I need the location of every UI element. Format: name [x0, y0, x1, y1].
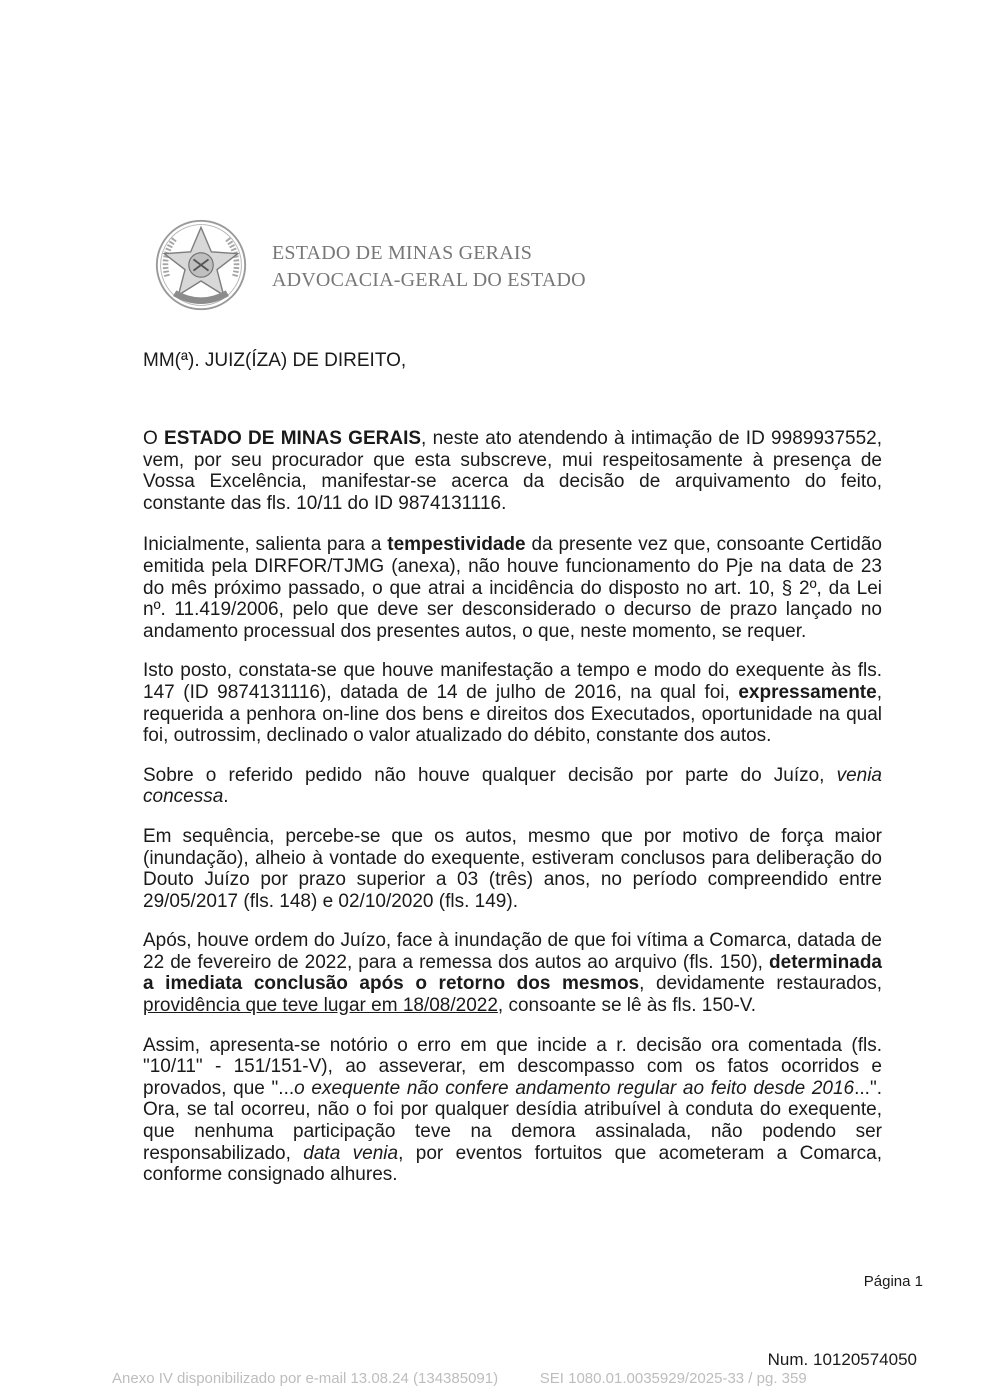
page-number: Página 1 — [863, 1273, 923, 1290]
bold-span: tempestividade — [387, 534, 526, 556]
paragraph-7 — [143, 1035, 882, 1186]
text-span: Sobre o referido pedido não houve qualquer decisão por parte do Juízo, — [143, 764, 837, 786]
text-span: , consoante se lê às fls. 150-V. — [497, 995, 756, 1017]
text-span: Isto posto, constata-se que houve manifestação a tempo e modo do exequente às fls. 147 (ID 9874131116), datada de 14 de julho de 2016, na qual foi, — [143, 660, 882, 703]
bold-span: expressamente — [738, 681, 877, 703]
state-seal-logo — [154, 218, 248, 312]
text-span: , por eventos fortuitos que acometeram a Comarca, conforme consignado alhures. — [143, 1142, 882, 1186]
italic-span: o exequente não confere andamento regular ao feito desde 2016 — [294, 1077, 855, 1099]
letterhead — [272, 240, 586, 294]
italic-span: venia concessa — [143, 764, 882, 808]
text-span: O — [143, 428, 165, 449]
document-body — [143, 428, 882, 1204]
text-span: Inicialmente, salienta para a — [143, 534, 388, 556]
paragraph-4 — [143, 765, 882, 808]
italic-span: data venia — [303, 1142, 399, 1164]
letterhead-agency-name: ADVOCACIA-GERAL DO ESTADO — [272, 269, 586, 291]
document-number: Num. 10120574050 — [767, 1350, 917, 1369]
paragraph-6 — [143, 930, 882, 1016]
text-span: . — [223, 786, 229, 808]
bold-span: ESTADO DE MINAS GERAIS — [164, 428, 422, 449]
text-span: , requerida a penhora on-line dos bens e direitos dos Executados, oportunidade na qual foi, outrossim, declinado o valor atualizado do débito, constante dos autos. — [143, 681, 882, 747]
text-span: ...". Ora, se tal ocorreu, não o foi por qualquer desídia atribuível à conduta do exequente, que nenhuma participação teve na demora assinalada, não podendo ser responsabilizado, — [143, 1077, 882, 1164]
letterhead-state-name: ESTADO DE MINAS GERAIS — [272, 242, 533, 264]
paragraph-2 — [143, 534, 882, 642]
paragraph-3 — [143, 660, 882, 746]
bold-span: determinada a imediata conclusão após o retorno dos mesmos — [143, 951, 882, 995]
underlined-span: providência que teve lugar em 18/08/2022 — [143, 995, 498, 1017]
text-span: da presente vez que, consoante Certidão emitida pela DIRFOR/TJMG (anexa), não houve funcionamento do Pje na data de 23 do mês próximo passado, o que atrai a incidência do disposto no art. 10, § 2º, da Lei nº. 11.419/2006, pelo que deve ser desconsiderado o decurso de prazo lançado no andamento processual dos presentes autos, o que, neste momento, se requer. — [143, 534, 882, 642]
footer-left: Anexo IV disponibilizado por e-mail 13.08.24 (134385091) — [112, 1370, 499, 1387]
text-span: , neste ato atendendo à intimação de ID 9989937552, vem, por seu procurador que esta subscreve, mui respeitosamente à presença de Vossa Excelência, manifestar-se acerca da decisão de arquivamento do feito, constante das fls. 10/11 do ID 9874131116. — [143, 428, 883, 514]
footer-right: SEI 1080.01.0035929/2025-33 / pg. 359 — [539, 1370, 807, 1387]
paragraph-1 — [143, 428, 882, 514]
text-span: , devidamente restaurados, — [639, 973, 883, 995]
paragraph-5: Em sequência, percebe-se que os autos, mesmo que por motivo de força maior (inundação), alheio à vontade do exequente, estiveram conclusos para deliberação do Douto Juízo por prazo superior a 03 (três) anos, no período compreendido entre 29/05/2017 (fls. 148) e 02/10/2020 (fls. 149). — [143, 825, 882, 912]
salutation: MM(ª). JUIZ(ÍZA) DE DIREITO, — [143, 350, 407, 371]
text-span: Após, houve ordem do Juízo, face à inundação de que foi vítima a Comarca, datada de 22 de fevereiro de 2022, para a remessa dos autos ao arquivo (fls. 150), — [143, 930, 882, 973]
text-span: Assim, apresenta-se notório o erro em que incide a r. decisão ora comentada (fls. "10/11" - 151/151-V), ao asseverar, em descompasso com os fatos ocorridos e provados, que "... — [143, 1034, 882, 1099]
footer-stamp — [112, 1370, 807, 1387]
